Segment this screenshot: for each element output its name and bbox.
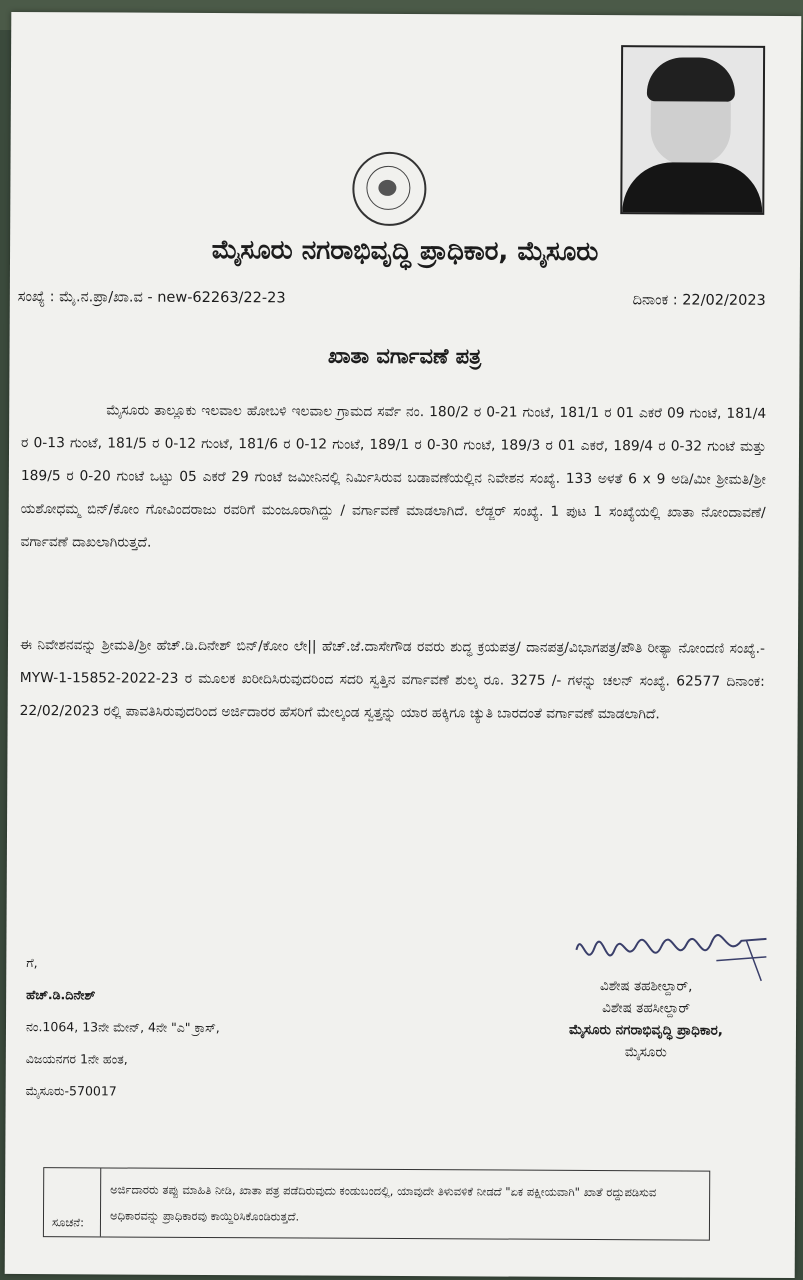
address-to: ಗೆ,	[26, 955, 38, 971]
signatory-block	[511, 975, 781, 1064]
notice-label-cell	[44, 1168, 101, 1236]
document-title: ಖಾತಾ ವರ್ಗಾವಣೆ ಪತ್ರ	[327, 343, 482, 369]
address-line-3: ಮೈಸೂರು-570017	[25, 1083, 117, 1099]
photo-shirt	[622, 162, 762, 215]
signatory-line-4: ಮೈಸೂರು	[624, 1044, 667, 1061]
passport-photo-icon	[620, 45, 765, 215]
khata-certificate-page	[5, 12, 802, 1278]
body-paragraph-2: ಈ ನಿವೇಶನವನ್ನು ಶ್ರೀಮತಿ/ಶ್ರೀ ಹೆಚ್.ಡಿ.ದಿನೇಶ್ ಬಿನ್/ಕೋಂ ಲೇ|| ಹೆಚ್.ಜೆ.ದಾಸೇಗೌಡ ರವರು ಶುದ್ಧ ಕ್ರಯಪತ್ರ/ ದಾನಪತ್ರ/ವಿಭಾಗಪತ್ರ/ಪೌತಿ ರೀತ್ಯಾ ನೋಂದಣಿ ಸಂಖ್ಯೆ.- MYW-1-15852-2022-23 ರ ಮೂಲಕ ಖರೀದಿಸಿರುವುದರಿಂದ ಸದರಿ ಸ್ವತ್ತಿನ ವರ್ಗಾವಣೆ ಶುಲ್ಕ ರೂ. 3275 /- ಗಳನ್ನು ಚಲನ್ ಸಂಖ್ಯೆ. 62577 ದಿನಾಂಕ: 22/02/2023 ರಲ್ಲಿ ಪಾವತಿಸಿರುವುದರಿಂದ ಅರ್ಜಿದಾರರ ಹೆಸರಿಗೆ ಮೇಲ್ಕಂಡ ಸ್ವತ್ತನ್ನು ಯಾರ ಹಕ್ಕಿಗೂ ಚ್ಯುತಿ ಬಾರದಂತೆ ವರ್ಗಾವಣೆ ಮಾಡಲಾಗಿದೆ.	[19, 636, 766, 723]
notice-box	[43, 1167, 710, 1240]
authority-seal-icon	[352, 152, 426, 226]
signatory-line-2: ವಿಶೇಷ ತಹಸೀಲ್ದಾರ್	[602, 1000, 691, 1017]
body-paragraph-1: ಮೈಸೂರು ತಾಲ್ಲೂಕು ಇಲವಾಲ ಹೋಬಳಿ ಇಲವಾಲ ಗ್ರಾಮದ ಸರ್ವೆ ನಂ. 180/2 ರ 0-21 ಗುಂಟೆ, 181/1 ರ 01 ಎಕರೆ 09 ಗುಂಟೆ, 181/4 ರ 0-13 ಗುಂಟೆ, 181/5 ರ 0-12 ಗುಂಟೆ, 181/6 ರ 0-12 ಗುಂಟೆ, 189/1 ರ 0-30 ಗುಂಟೆ, 189/3 ರ 01 ಎಕರೆ, 189/4 ರ 0-32 ಗುಂಟೆ ಮತ್ತು 189/5 ರ 0-20 ಗುಂಟೆ ಒಟ್ಟು 05 ಎಕರೆ 29 ಗುಂಟೆ ಜಮೀನಿನಲ್ಲಿ ನಿರ್ಮಿಸಿರುವ ಬಡಾವಣೆಯಲ್ಲಿನ ನಿವೇಶನ ಸಂಖ್ಯೆ. 133 ಅಳತೆ 6 x 9 ಅಡಿ/ಮೀ ಶ್ರೀಮತಿ/ಶ್ರೀ ಯಶೋಧಮ್ಮ ಬಿನ್/ಕೋಂ ಗೋವಿಂದರಾಜು ರವರಿಗೆ ಮಂಜೂರಾಗಿದ್ದು / ವರ್ಗಾವಣೆ ಮಾಡಲಾಗಿದೆ. ಲೆಡ್ಜರ್ ಸಂಖ್ಯೆ. 1 ಪುಟ 1 ಸಂಖ್ಯೆಯಲ್ಲಿ ಖಾತಾ ನೋಂದಾವಣೆ/ ವರ್ಗಾವಣೆ ದಾಖಲಾಗಿರುತ್ತದೆ.	[20, 402, 767, 551]
address-line-1: ನಂ.1064, 13ನೇ ಮೇನ್, 4ನೇ "ಎ" ಕ್ರಾಸ್,	[25, 1019, 220, 1036]
signatory-line-3: ಮೈಸೂರು ನಗರಾಭಿವೃದ್ಧಿ ಪ್ರಾಧಿಕಾರ,	[568, 1021, 724, 1039]
signatory-line-1: ವಿಶೇಷ ತಹಶೀಲ್ದಾರ್,	[599, 978, 693, 995]
recipient-address	[26, 947, 221, 1108]
address-name: ಹೆಚ್.ಡಿ.ದಿನೇಶ್	[26, 987, 96, 1003]
photo-hair	[647, 57, 735, 101]
address-line-2: ವಿಜಯನಗರ 1ನೇ ಹಂತ,	[25, 1051, 128, 1067]
notice-text: ಅರ್ಜಿದಾರರು ತಪ್ಪು ಮಾಹಿತಿ ನೀಡಿ, ಖಾತಾ ಪತ್ರ ಪಡೆದಿರುವುದು ಕಂಡುಬಂದಲ್ಲಿ, ಯಾವುದೇ ತಿಳುವಳಿಕೆ ನೀಡದೆ "ಏಕ ಪಕ್ಷೀಯವಾಗಿ" ಖಾತೆ ರದ್ದುಪಡಿಸುವ ಅಧಿಕಾರವನ್ನು ಪ್ರಾಧಿಕಾರವು ಕಾಯ್ದಿರಿಸಿಕೊಂಡಿರುತ್ತದೆ.	[109, 1182, 657, 1224]
issue-date: ದಿನಾಂಕ : 22/02/2023	[632, 292, 766, 309]
organization-title: ಮೈಸೂರು ನಗರಾಭಿವೃದ್ಧಿ ಪ್ರಾಧಿಕಾರ, ಮೈಸೂರು	[211, 234, 599, 268]
notice-label: ಸೂಚನೆ:	[51, 1215, 85, 1230]
reference-number: ಸಂಖ್ಯೆ : ಮೈ.ನ.ಪ್ರಾ/ಖಾ.ವ - new-62263/22-23	[17, 288, 286, 307]
seal-center	[378, 180, 396, 196]
